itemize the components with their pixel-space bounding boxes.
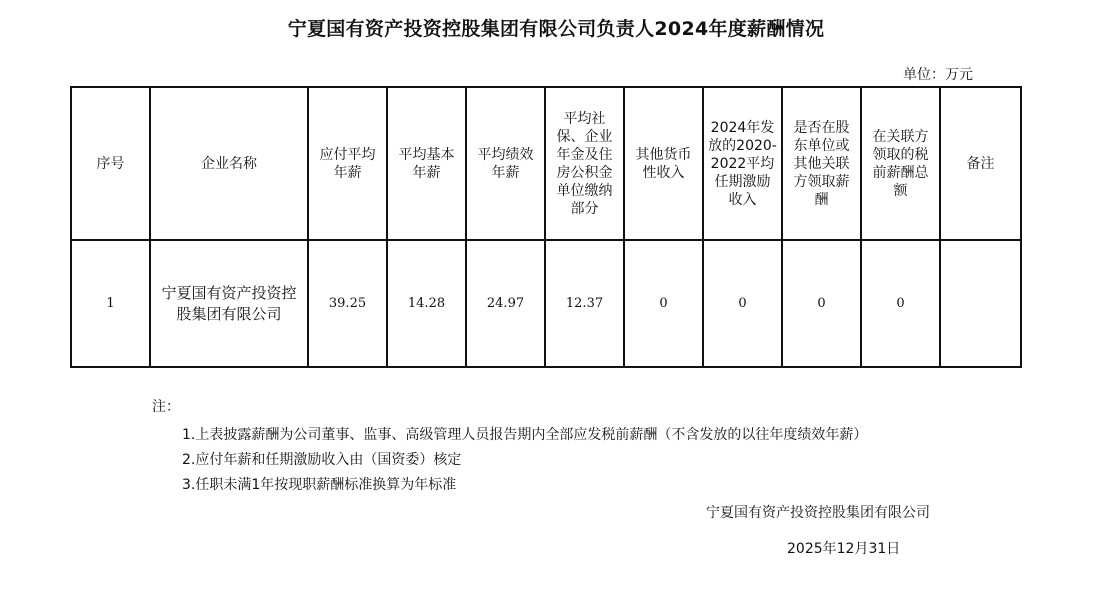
notes-section [152,396,867,498]
header-avg-annual-salary: 应付平均年薪 [308,87,387,240]
cell-remarks [940,240,1021,367]
table-row [71,240,1021,367]
signature-company: 宁夏国有资产投资控股集团有限公司 [706,505,930,521]
header-related-party-pay: 是否在股东单位或其他关联方领取薪酬 [782,87,861,240]
table-header-row [71,87,1021,240]
note-item: 1.上表披露薪酬为公司董事、监事、高级管理人员报告期内全部应发税前薪酬（不含发放的以往年度绩效年薪） [182,427,868,443]
header-other-income: 其他货币性收入 [624,87,703,240]
document-title: 宁夏国有资产投资控股集团有限公司负责人2024年度薪酬情况 [287,18,825,40]
header-index: 序号 [71,87,150,240]
cell-other-income: 0 [624,240,703,367]
salary-table [70,86,1022,368]
header-social-insurance: 平均社保、企业年金及住房公积金单位缴纳部分 [545,87,624,240]
cell-related-party-total: 0 [861,240,940,367]
header-related-party-total: 在关联方领取的税前薪酬总额 [861,87,940,240]
unit-label: 单位：万元 [903,67,973,83]
notes-heading: 注： [152,399,180,415]
cell-index: 1 [71,240,150,367]
header-remarks: 备注 [940,87,1021,240]
cell-avg-base-salary: 14.28 [387,240,466,367]
cell-term-incentive: 0 [703,240,782,367]
header-term-incentive: 2024年发放的2020-2022平均任期激励收入 [703,87,782,240]
cell-avg-annual-salary: 39.25 [308,240,387,367]
header-avg-base-salary: 平均基本年薪 [387,87,466,240]
cell-social-insurance: 12.37 [545,240,624,367]
signature-date: 2025年12月31日 [787,541,901,557]
note-item: 3.任职未满1年按现职薪酬标准换算为年标准 [182,477,457,493]
cell-avg-performance-salary: 24.97 [466,240,545,367]
header-company-name: 企业名称 [150,87,308,240]
note-item: 2.应付年薪和任期激励收入由（国资委）核定 [182,452,462,468]
header-avg-performance-salary: 平均绩效年薪 [466,87,545,240]
cell-related-party-pay: 0 [782,240,861,367]
cell-company-name: 宁夏国有资产投资控股集团有限公司 [150,240,308,367]
